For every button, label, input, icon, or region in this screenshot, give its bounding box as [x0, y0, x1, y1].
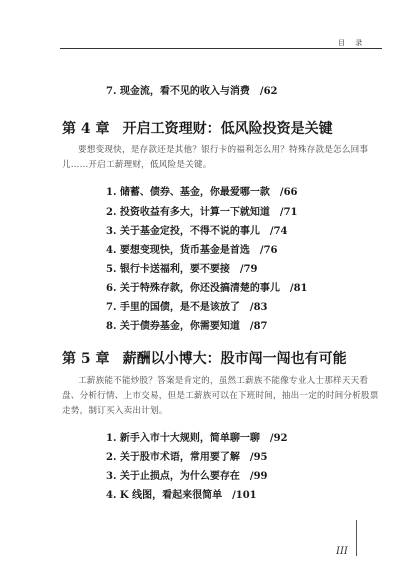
toc-entry: 3. 关于基金定投，不得不说的事儿 /74	[106, 226, 288, 237]
footer-divider	[356, 520, 357, 556]
toc-entry: 3. 关于止损点，为什么要存在 /99	[106, 471, 268, 482]
chapter-intro: 工薪族能不能炒股？答案是肯定的，虽然工薪族不能像专业人士那样天天看盘、分析行情、上市交易，但是工薪族可以在下班时间，抽出一定的时间分析股票走势，制订买入卖出计划。	[62, 376, 379, 416]
toc-entry: 1. 新手入市十大规则，简单聊一聊 /92	[106, 433, 288, 444]
chapter-heading	[62, 348, 347, 368]
toc-entry: 4. 要想变现快，货币基金是首选 /76	[106, 245, 278, 256]
toc-entry: 5. 银行卡送福利，要不要接 /79	[106, 264, 258, 275]
toc-entry: 2. 关于股市术语，常用要了解 /95	[106, 452, 268, 463]
header-divider	[60, 48, 382, 49]
toc-entry: 6. 关于特殊存款，你还没搞清楚的事儿 /81	[106, 283, 308, 294]
chapter-title: 薪酬以小博大：股市闯一闯也有可能	[122, 351, 347, 367]
toc-entry: 7. 现金流，看不见的收入与消费 /62	[106, 86, 278, 97]
toc-entry: 7. 手里的国债，是不是该放了 /83	[106, 302, 268, 313]
toc-entry: 1. 储蓄、债券、基金，你最爱哪一款 /66	[106, 187, 298, 198]
toc-entry: 2. 投资收益有多大，计算一下就知道 /71	[106, 207, 298, 218]
toc-entry: 4. K 线图，看起来很简单 /101	[106, 490, 257, 501]
page-number: III	[336, 546, 348, 557]
running-header: 目 录	[338, 39, 367, 47]
chapter-number: 第 4 章	[62, 121, 110, 137]
chapter-number: 第 5 章	[62, 351, 110, 367]
chapter-heading	[62, 118, 333, 138]
chapter-title: 开启工资理财：低风险投资是关键	[122, 121, 333, 137]
toc-entry: 8. 关于债券基金，你需要知道 /87	[106, 321, 268, 332]
chapter-intro: 要想变现快，是存款还是其他？银行卡的福利怎么用？特殊存款是怎么回事儿……开启工薪理财，低风险是关键。	[62, 145, 369, 170]
